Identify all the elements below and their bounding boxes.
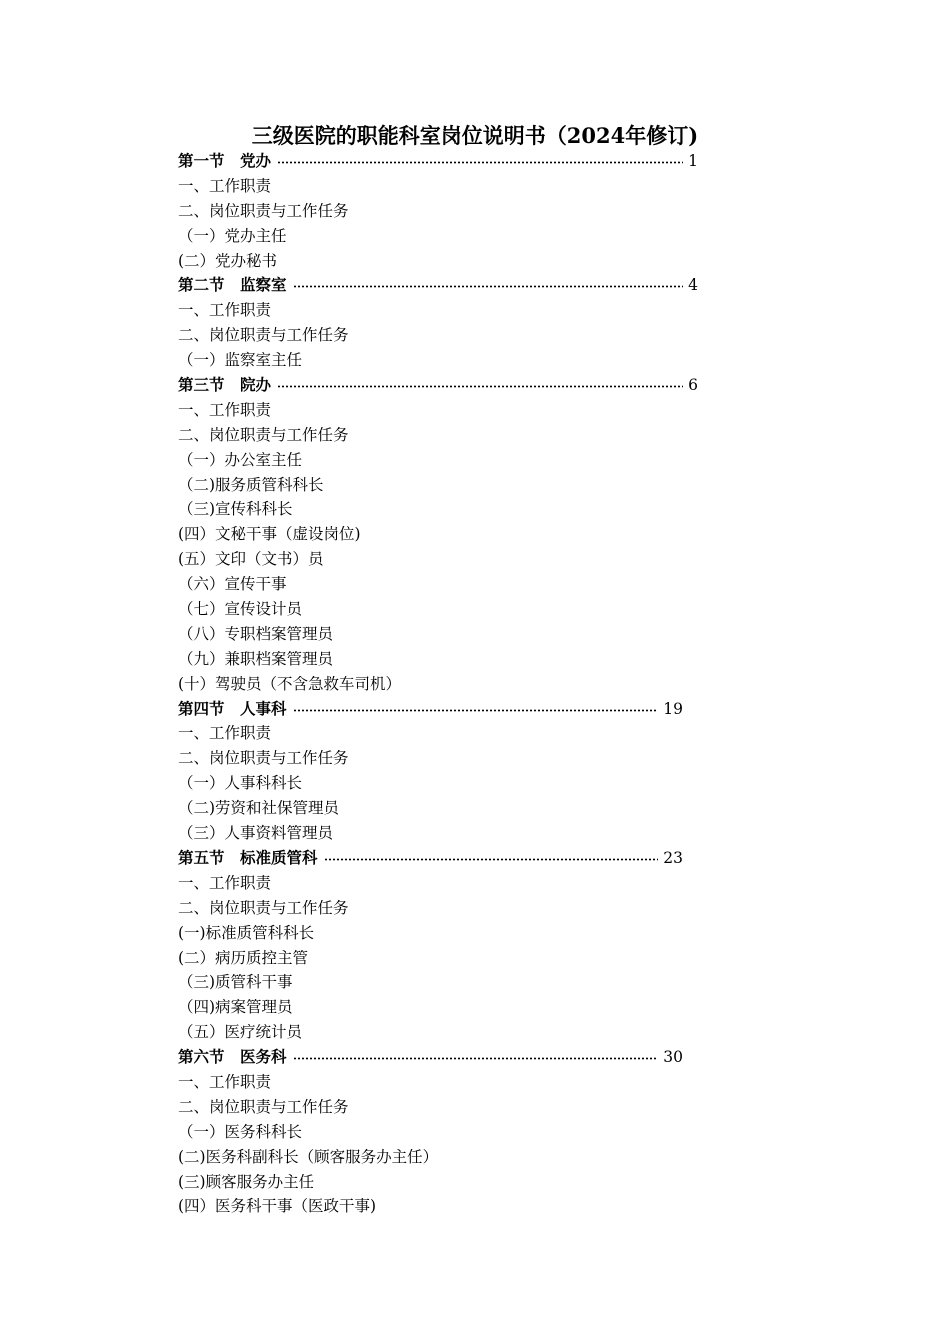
toc-item[interactable]: (二）病历质控主管 bbox=[178, 948, 309, 967]
toc-item[interactable]: （三)宣传科科长 bbox=[178, 500, 293, 519]
toc-item[interactable]: 一、工作职责 bbox=[178, 301, 272, 320]
table-of-contents bbox=[178, 149, 723, 1219]
toc-item[interactable]: (十）驾驶员（不含急救车司机） bbox=[178, 674, 402, 693]
document-title: 三级医院的职能科室岗位说明书（2024年修订) bbox=[251, 123, 699, 148]
toc-item[interactable]: 二、岗位职责与工作任务 bbox=[178, 201, 349, 220]
toc-section-label: 第二节 监察室 bbox=[178, 275, 287, 295]
toc-section-entry[interactable] bbox=[178, 273, 698, 298]
toc-item[interactable]: （九）兼职档案管理员 bbox=[178, 649, 334, 668]
toc-item[interactable]: 一、工作职责 bbox=[178, 1072, 272, 1091]
toc-item[interactable]: 二、岗位职责与工作任务 bbox=[178, 425, 349, 444]
toc-item[interactable]: 二、岗位职责与工作任务 bbox=[178, 749, 349, 768]
toc-page-number: 23 bbox=[663, 848, 683, 867]
toc-item[interactable]: (五）文印（文书）员 bbox=[178, 550, 324, 569]
toc-item[interactable]: (二)医务科副科长（顾客服务办主任） bbox=[178, 1147, 439, 1166]
toc-section-entry[interactable] bbox=[178, 149, 698, 174]
toc-item[interactable]: （五）医疗统计员 bbox=[178, 1023, 303, 1042]
toc-page-number: 30 bbox=[663, 1048, 683, 1067]
toc-item[interactable]: 一、工作职责 bbox=[178, 873, 272, 892]
toc-section-label: 第六节 医务科 bbox=[178, 1047, 287, 1067]
toc-dot-leader bbox=[277, 385, 683, 388]
toc-item[interactable]: 一、工作职责 bbox=[178, 724, 272, 743]
toc-dot-leader bbox=[277, 161, 683, 164]
toc-item[interactable]: （一）医务科科长 bbox=[178, 1122, 303, 1141]
toc-item[interactable]: （一）监察室主任 bbox=[178, 351, 303, 370]
toc-section-label: 第四节 人事科 bbox=[178, 698, 287, 718]
toc-item[interactable]: （三)质管科干事 bbox=[178, 973, 293, 992]
toc-page-number: 4 bbox=[688, 276, 698, 295]
toc-item[interactable]: （一）党办主任 bbox=[178, 226, 287, 245]
toc-item[interactable]: （二)服务质管科科长 bbox=[178, 475, 324, 494]
toc-item[interactable]: （一）办公室主任 bbox=[178, 450, 303, 469]
toc-item[interactable]: 二、岗位职责与工作任务 bbox=[178, 1097, 349, 1116]
toc-page-number: 6 bbox=[688, 376, 698, 395]
toc-item[interactable]: （六）宣传干事 bbox=[178, 575, 287, 594]
toc-page-number: 19 bbox=[663, 699, 683, 718]
toc-section-entry[interactable] bbox=[178, 373, 698, 398]
toc-section-entry[interactable] bbox=[178, 1045, 683, 1070]
toc-section-label: 第五节 标准质管科 bbox=[178, 847, 318, 867]
toc-item[interactable]: 一、工作职责 bbox=[178, 176, 272, 195]
toc-dot-leader bbox=[293, 285, 684, 288]
toc-item[interactable]: (四）医务科干事（医政干事) bbox=[178, 1197, 377, 1216]
toc-page-number: 1 bbox=[688, 152, 698, 170]
toc-item[interactable]: (三)顾客服务办主任 bbox=[178, 1172, 315, 1191]
toc-item[interactable]: （八）专职档案管理员 bbox=[178, 624, 334, 643]
toc-item[interactable]: (一)标准质管科科长 bbox=[178, 923, 315, 942]
toc-item[interactable]: 一、工作职责 bbox=[178, 400, 272, 419]
toc-item[interactable]: （三）人事资料管理员 bbox=[178, 824, 334, 843]
toc-item[interactable]: 二、岗位职责与工作任务 bbox=[178, 898, 349, 917]
toc-dot-leader bbox=[324, 858, 659, 861]
toc-section-label: 第一节 党办 bbox=[178, 151, 272, 170]
toc-dot-leader bbox=[293, 1057, 659, 1060]
toc-section-label: 第三节 院办 bbox=[178, 375, 272, 395]
toc-item[interactable]: （二)劳资和社保管理员 bbox=[178, 799, 340, 818]
toc-item[interactable]: （一）人事科科长 bbox=[178, 774, 303, 793]
toc-section-entry[interactable] bbox=[178, 697, 683, 722]
toc-section-entry[interactable] bbox=[178, 846, 683, 871]
toc-item[interactable]: (四）文秘干事（虚设岗位) bbox=[178, 525, 361, 544]
toc-item[interactable]: （四)病案管理员 bbox=[178, 998, 293, 1017]
toc-item[interactable]: （七）宣传设计员 bbox=[178, 600, 303, 619]
toc-dot-leader bbox=[293, 709, 659, 712]
toc-item[interactable]: (二）党办秘书 bbox=[178, 251, 278, 270]
toc-item[interactable]: 二、岗位职责与工作任务 bbox=[178, 326, 349, 345]
